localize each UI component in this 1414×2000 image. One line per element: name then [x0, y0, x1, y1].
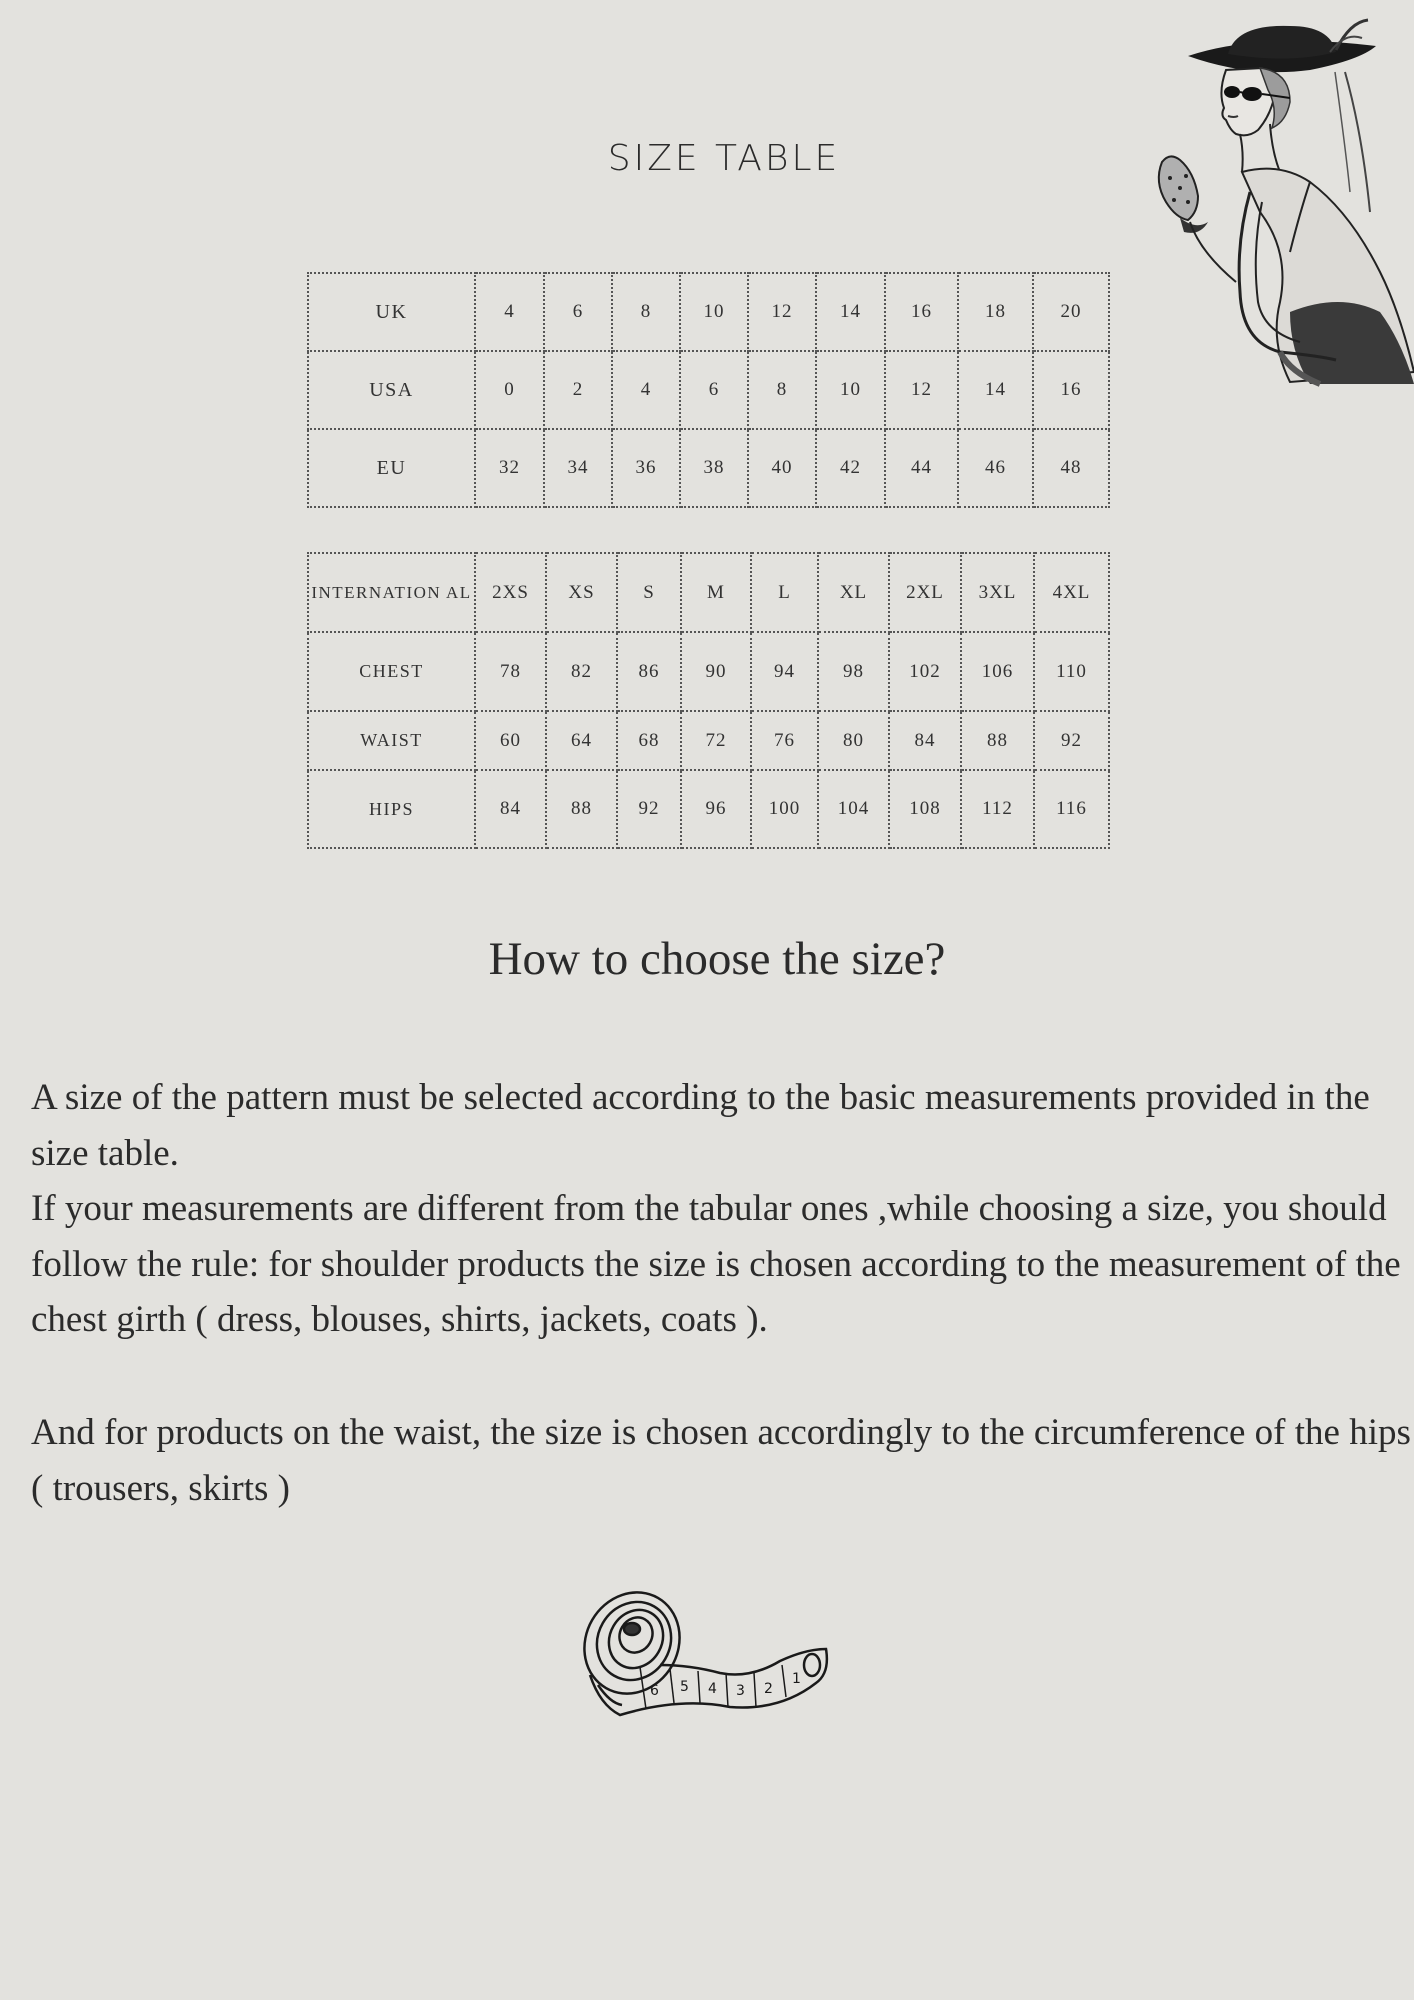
table-cell: 4: [612, 351, 680, 429]
table-row: [308, 429, 1109, 507]
fashion-woman-illustration: [1140, 12, 1414, 392]
table-cell: 12: [885, 351, 958, 429]
table-cell: 10: [680, 273, 748, 351]
svg-text:4: 4: [708, 1681, 717, 1697]
table-cell: 46: [958, 429, 1033, 507]
table-cell: XS: [546, 553, 617, 632]
svg-text:3: 3: [736, 1683, 745, 1699]
row-label: HIPS: [308, 770, 475, 848]
guide-paragraph-2: And for products on the waist, the size is chosen accordingly to the circumference of the hips ( trousers, skirts ): [31, 1412, 1411, 1509]
table-cell: 0: [475, 351, 544, 429]
table-cell: 34: [544, 429, 612, 507]
table-cell: L: [751, 553, 818, 632]
table-row: [308, 553, 1109, 632]
table-cell: 88: [546, 770, 617, 848]
table-cell: 72: [681, 711, 751, 770]
table-cell: 48: [1033, 429, 1109, 507]
table-cell: 116: [1034, 770, 1109, 848]
table-cell: 10: [816, 351, 885, 429]
table-cell: 6: [544, 273, 612, 351]
table-cell: 86: [617, 632, 681, 711]
table-cell: 42: [816, 429, 885, 507]
table-cell: 8: [612, 273, 680, 351]
svg-text:5: 5: [680, 1679, 689, 1695]
measuring-tape-icon: [580, 1585, 830, 1720]
guide-paragraph-1: [31, 1070, 1414, 1348]
section-heading: How to choose the size?: [488, 933, 946, 985]
row-label: USA: [308, 351, 475, 429]
svg-text:6: 6: [650, 1683, 659, 1699]
table-cell: 6: [680, 351, 748, 429]
table-cell: 2: [544, 351, 612, 429]
table-cell: 104: [818, 770, 889, 848]
table-cell: 102: [889, 632, 961, 711]
table-cell: 92: [1034, 711, 1109, 770]
table-cell: 82: [546, 632, 617, 711]
row-label: CHEST: [308, 632, 475, 711]
table-cell: 14: [816, 273, 885, 351]
table-cell: 40: [748, 429, 816, 507]
measurement-size-table: [307, 552, 1110, 849]
svg-text:2: 2: [764, 1681, 773, 1697]
table-cell: 8: [748, 351, 816, 429]
table-cell: 2XL: [889, 553, 961, 632]
table-cell: 20: [1033, 273, 1109, 351]
table-cell: 16: [885, 273, 958, 351]
table-cell: 4XL: [1034, 553, 1109, 632]
table-cell: 44: [885, 429, 958, 507]
table-cell: 100: [751, 770, 818, 848]
table-cell: 96: [681, 770, 751, 848]
table-cell: 98: [818, 632, 889, 711]
table-row: [308, 632, 1109, 711]
table-row: [308, 711, 1109, 770]
table-row: [308, 273, 1109, 351]
table-cell: 38: [680, 429, 748, 507]
table-cell: 60: [475, 711, 546, 770]
table-cell: 108: [889, 770, 961, 848]
table-cell: 88: [961, 711, 1034, 770]
page-title: SIZE TABLE: [607, 138, 841, 179]
row-label: UK: [308, 273, 475, 351]
guide-paragraph-1-line-2: If your measurements are different from the tabular ones ,while choosing a size, you should follow the rule: for shoulder products the size is chosen according to the measurement of the chest girth ( dress, blouses, shirts, jackets, coats ).: [31, 1188, 1401, 1340]
table-cell: 2XS: [475, 553, 546, 632]
table-cell: 76: [751, 711, 818, 770]
table-cell: 84: [889, 711, 961, 770]
table-cell: 4: [475, 273, 544, 351]
table-row: [308, 770, 1109, 848]
row-label: INTERNATION AL: [308, 553, 475, 632]
table-cell: XL: [818, 553, 889, 632]
table-cell: 18: [958, 273, 1033, 351]
table-row: [308, 351, 1109, 429]
table-cell: 106: [961, 632, 1034, 711]
table-cell: 14: [958, 351, 1033, 429]
guide-paragraph-1-line-1: A size of the pattern must be selected according to the basic measurements provided in the size table.: [31, 1077, 1370, 1174]
table-cell: 90: [681, 632, 751, 711]
table-cell: 3XL: [961, 553, 1034, 632]
table-cell: 92: [617, 770, 681, 848]
row-label: WAIST: [308, 711, 475, 770]
table-cell: S: [617, 553, 681, 632]
table-cell: 16: [1033, 351, 1109, 429]
svg-text:1: 1: [792, 1671, 801, 1687]
table-cell: 36: [612, 429, 680, 507]
table-cell: 94: [751, 632, 818, 711]
table-cell: M: [681, 553, 751, 632]
table-cell: 68: [617, 711, 681, 770]
row-label: EU: [308, 429, 475, 507]
table-cell: 64: [546, 711, 617, 770]
table-cell: 112: [961, 770, 1034, 848]
table-cell: 32: [475, 429, 544, 507]
table-cell: 84: [475, 770, 546, 848]
table-cell: 80: [818, 711, 889, 770]
regional-size-table: [307, 272, 1110, 508]
table-cell: 110: [1034, 632, 1109, 711]
table-cell: 78: [475, 632, 546, 711]
table-cell: 12: [748, 273, 816, 351]
